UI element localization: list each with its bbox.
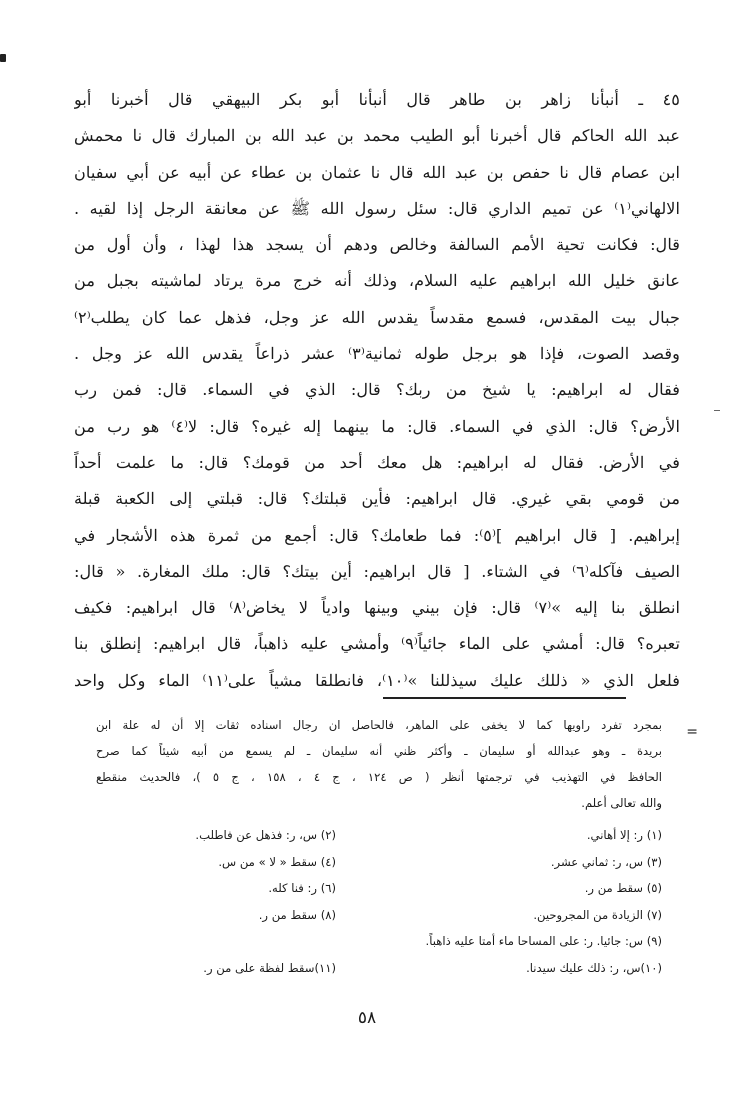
text-line: إبراهيم. [ قال ابراهيم ]⁽٥⁾: فما طعامك؟ قال: أجمع من ثمرة هذه الأشجار في	[74, 525, 680, 545]
margin-mark-right	[714, 410, 720, 411]
footnote: (١٠)س، ر: ذلك عليك سيدنا.	[526, 960, 662, 975]
text-line: عبد الله الحاكم قال أخبرنا أبو الطيب محمد بن عبد الله بن المبارك قال نا محمش	[74, 126, 680, 146]
text-line: الصيف فآكله⁽٦⁾ في الشتاء. [ قال ابراهيم: أين بيتك؟ قال: ملك المغارة. « قال:	[74, 561, 680, 581]
continuation-marker: =	[686, 724, 698, 740]
footnote-separator	[383, 697, 626, 699]
text-line: جبال بيت المقدس، فسمع مقدساً يقدس الله عز وجل، فذهل عما كان يطلب⁽٢⁾	[74, 307, 680, 327]
main-text	[74, 82, 680, 699]
text-line: فقال له ابراهيم: يا شيخ من ربك؟ قال: الذي في السماء. قال: فمن رب	[74, 380, 680, 400]
footnotes-section	[96, 712, 698, 981]
footnote-row	[96, 875, 662, 902]
page-number: ٥٨	[357, 1008, 377, 1028]
footnote-continuation-line: والله تعالى أعلم.	[581, 796, 662, 810]
text-line: عانق خليل الله ابراهيم عليه السلام، وذلك أنه خرج مرة يرتاد لماشيته بجبل من	[74, 271, 680, 291]
footnote: (٩) س: جائيا. ر: على المساحا ماء أمتا عليه ذاهباً.	[425, 934, 662, 948]
footnote: (٤) سقط « لا » من س.	[218, 854, 336, 869]
footnote-continuation-line: بريدة ـ وهو عبدالله أو سليمان ـ وأكثر ظني أنه سليمان ـ لم يسمع من أبيه شيئاً كما صرح	[96, 744, 662, 758]
footnote-row	[96, 849, 662, 876]
footnote: (٥) سقط من ر.	[584, 881, 662, 895]
footnote: (٦) ر: فنا كله.	[268, 881, 336, 895]
text-line: الأرض؟ قال: الذي في السماء. قال: ما بينهما إله غيره؟ قال: لا⁽٤⁾ هو رب من	[74, 416, 680, 436]
footnote: (٢) س، ر: فذهل عن فاطلب.	[195, 828, 336, 842]
text-line: تعبره؟ قال: أمشي على الماء جائياً⁽٩⁾ وأمشي عليه ذاهباً، قال ابراهيم: إنطلق بنا	[74, 634, 680, 654]
text-line: من قومي بقي غيري. قال ابراهيم: فأين قبلتك؟ قال: قبلتي إلى الكعبة قبلة	[74, 489, 680, 509]
footnote-row	[96, 902, 662, 929]
footnote-row	[96, 928, 662, 955]
text-line: فلعل الذي « ذللك عليك سيذللنا »⁽١٠⁾، فانطلقا مشياً على⁽١١⁾ الماء وكل واحد	[74, 670, 680, 690]
text-line: في الأرض. فقال له ابراهيم: هل معك أحد من قومك؟ قال: ما علمت أحداً	[74, 452, 680, 472]
text-line: ٤٥ ـ أنبأنا زاهر بن طاهر قال أنبأنا أبو بكر البيهقي قال أخبرنا أبو	[74, 90, 680, 109]
footnote-continuation-line: بمجرد تفرد راويها كما لا يخفى على الماهر، فالحاصل ان رجال اسناده ثقات إلا أن له علة ابن	[96, 718, 662, 732]
text-line: ابن عصام قال نا حفص بن عبد الله قال نا عثمان بن عطاء عن أبيه عن أبي سفيان	[74, 162, 680, 182]
margin-mark-left	[0, 54, 6, 62]
text-line: وقصد الصوت، فإذا هو برجل طوله ثمانية⁽٣⁾ عشر ذراعاً يقدس الله عز وجل .	[74, 344, 680, 364]
text-line: قال: فكانت تحية الأمم السالفة وخالص ودهم أن يسجد هذا لهذا ، وأن أول من	[74, 235, 680, 255]
text-line: انطلق بنا إليه »⁽٧⁾ قال: فإن بيني وبينها وادياً لا يخاض⁽٨⁾ قال ابراهيم: فكيف	[74, 598, 680, 618]
footnote: (٨) سقط من ر.	[258, 907, 336, 922]
footnote-list	[96, 822, 662, 981]
footnote: (٧) الزيادة من المجروحين.	[533, 907, 662, 922]
footnote: (١) ر: إلا أهاني.	[586, 828, 662, 842]
footnote-continuation-line: الحافظ في التهذيب في ترجمتها أنظر ( ص ١٢٤ ، ج ٤ ، ١٥٨ ، ج ٥ )، فالحديث منقطع	[96, 770, 662, 784]
footnote: (٣) س، ر: ثماني عشر.	[550, 854, 662, 869]
footnote-row	[96, 822, 662, 849]
footnote: (١١)سقط لفظة على من ر.	[203, 960, 336, 975]
footnote-continuation	[96, 712, 662, 816]
footnote-row	[96, 955, 662, 982]
text-line: الالهاني⁽١⁾ عن تميم الداري قال: سئل رسول الله ﷺ عن معانقة الرجل إذا لقيه .	[74, 198, 680, 218]
